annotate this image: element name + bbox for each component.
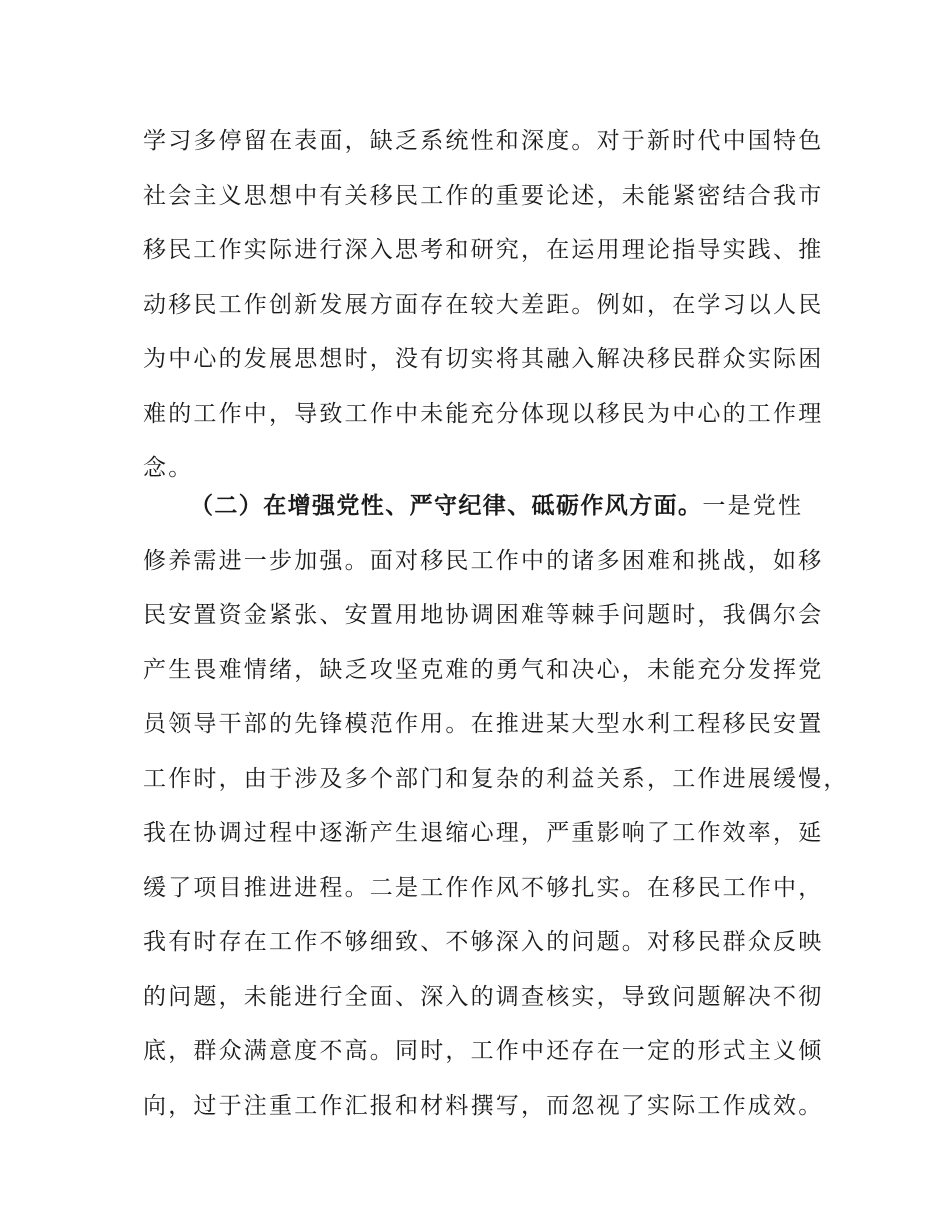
paragraph-line: 学习多停留在表面，缺乏系统性和深度。对于新时代中国特色 — [143, 128, 824, 154]
paragraph-line: 社会主义思想中有关移民工作的重要论述，未能紧密结合我市 — [143, 182, 824, 209]
paragraph-line: 念。 — [143, 455, 194, 481]
paragraph-line: 缓了项目推进进程。二是工作作风不够扎实。在移民工作中， — [143, 874, 824, 901]
paragraph-line: 修养需进一步加强。面对移民工作中的诸多困难和挑战，如移 — [143, 547, 824, 574]
paragraph-line: 动移民工作创新发展方面存在较大差距。例如，在学习以人民 — [143, 291, 824, 318]
paragraph-line: 为中心的发展思想时，没有切实将其融入解决移民群众实际困 — [143, 346, 824, 372]
paragraph-line: 我有时存在工作不够细致、不够深入的问题。对移民群众反映 — [143, 929, 824, 955]
paragraph-line: 难的工作中，导致工作中未能充分体现以移民为中心的工作理 — [143, 400, 824, 427]
paragraph-line: 底，群众满意度不高。同时，工作中还存在一定的形式主义倾 — [143, 1038, 824, 1064]
paragraph-line: 产生畏难情绪，缺乏攻坚克难的勇气和决心，未能充分发挥党 — [143, 656, 824, 683]
paragraph-line: 民安置资金紧张、安置用地协调困难等棘手问题时，我偶尔会 — [143, 602, 824, 628]
paragraph-line: 员领导干部的先锋模范作用。在推进某大型水利工程移民安置 — [143, 711, 824, 737]
paragraph-first-line — [143, 479, 823, 534]
paragraph-line-rest: 一是党性 — [702, 493, 804, 519]
paragraph-line: 向，过于注重工作汇报和材料撰写，而忽视了实际工作成效。 — [143, 1092, 824, 1119]
paragraph-line: 的问题，未能进行全面、深入的调查核实，导致问题解决不彻 — [143, 983, 824, 1010]
section-heading: （二）在增强党性、严守纪律、砥砺作风方面。 — [190, 493, 703, 519]
paragraph-1 — [143, 114, 823, 496]
paragraph-line: 移民工作实际进行深入思考和研究，在运用理论指导实践、推 — [143, 237, 824, 263]
paragraph-line: 我在协调过程中逐渐产生退缩心理，严重影响了工作效率，延 — [143, 820, 824, 846]
paragraph-line: 工作时，由于涉及多个部门和复杂的利益关系，工作进展缓慢， — [143, 765, 849, 792]
paragraph-2 — [143, 479, 849, 1133]
